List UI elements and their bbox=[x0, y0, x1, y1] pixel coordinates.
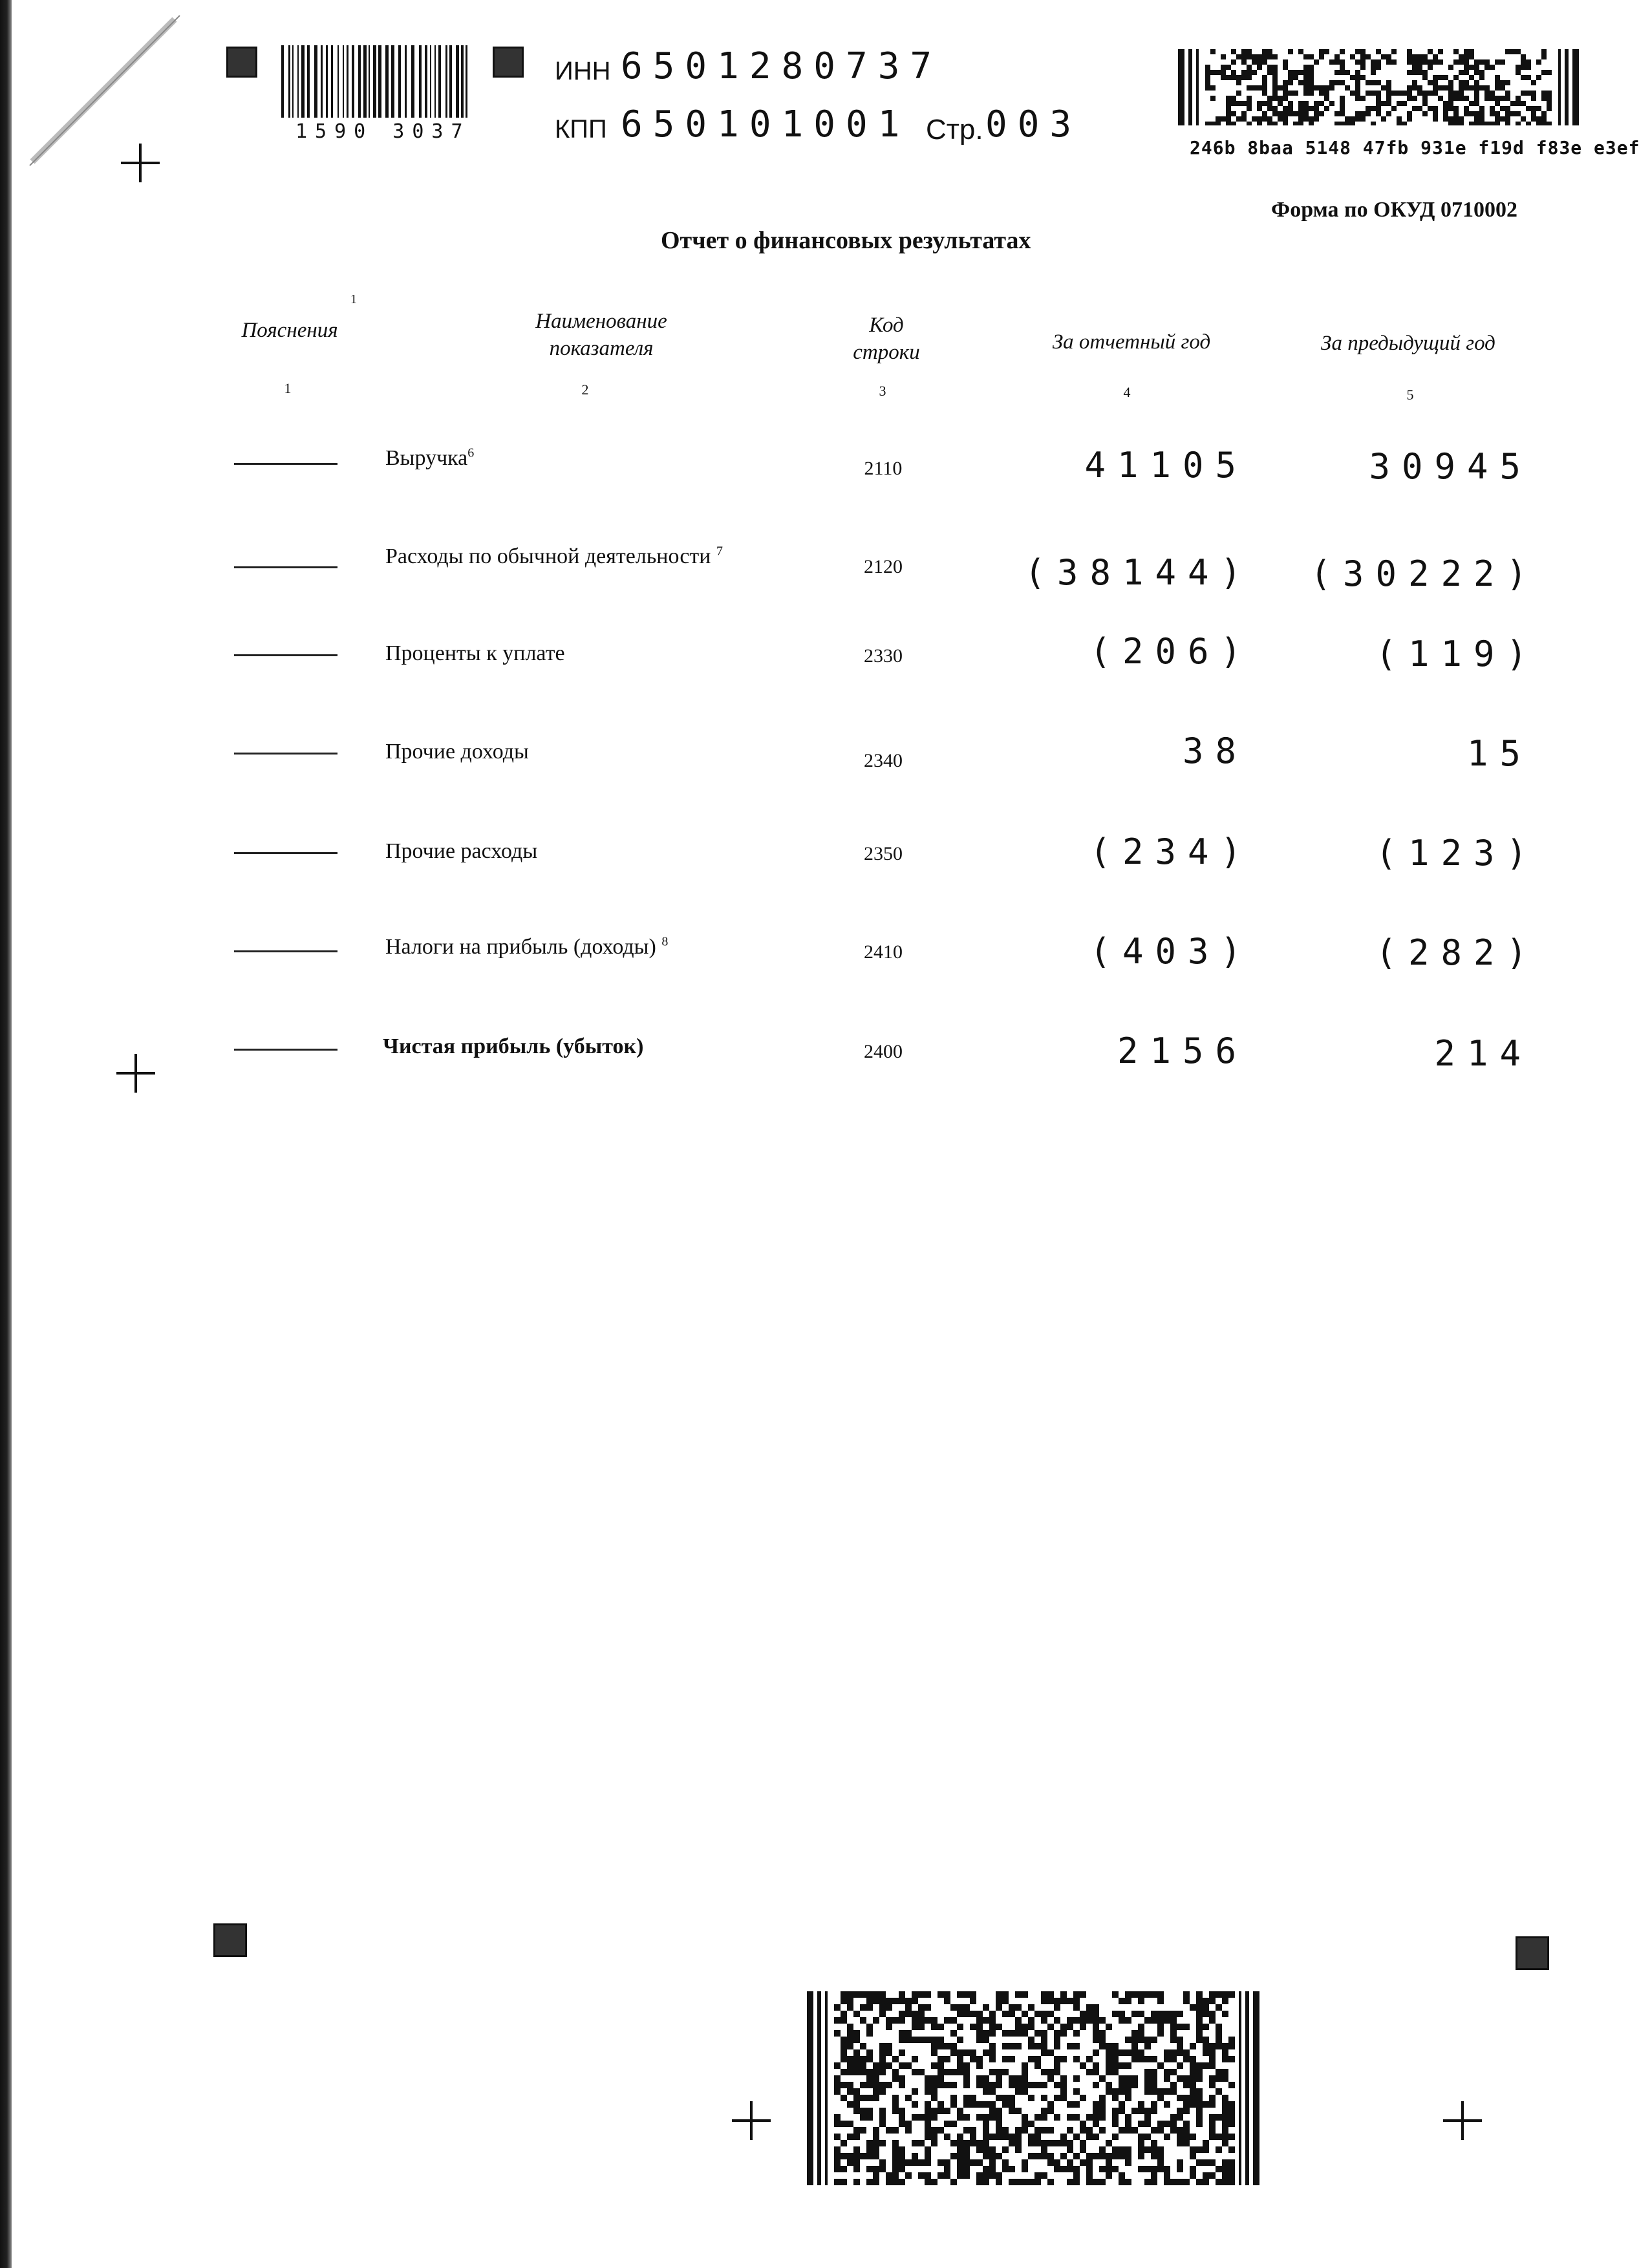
row-name: Расходы по обычной деятельности $^7$ bbox=[385, 544, 723, 568]
barcode-number: 1590 3037 bbox=[295, 120, 471, 143]
row-code: 2110 bbox=[864, 458, 903, 479]
column-number-2: 2 bbox=[581, 381, 589, 398]
marker-top-mid bbox=[493, 47, 524, 78]
registration-cross-bottom-mid bbox=[732, 2101, 771, 2140]
registration-cross-bottom-right bbox=[1443, 2101, 1482, 2140]
row-name: Прочие расходы bbox=[385, 839, 538, 863]
inn-label: ИНН bbox=[555, 57, 611, 85]
value-current-year: 41105 bbox=[1084, 445, 1248, 486]
page-fold-corner bbox=[26, 13, 194, 168]
column-number-1: 1 bbox=[284, 380, 292, 396]
page-left-edge bbox=[0, 0, 12, 2268]
value-previous-year: (119) bbox=[1375, 634, 1539, 674]
notes-dash bbox=[234, 753, 338, 754]
top-2d-barcode bbox=[1178, 49, 1579, 125]
column-number-3: 3 bbox=[879, 383, 886, 399]
column-number-4: 4 bbox=[1123, 384, 1131, 400]
row-code: 2340 bbox=[864, 750, 903, 771]
notes-dash bbox=[234, 852, 338, 854]
row-code: 2400 bbox=[864, 1041, 903, 1062]
marker-bottom-left bbox=[213, 1923, 247, 1957]
notes-dash bbox=[234, 566, 338, 568]
kpp-label: КПП bbox=[555, 115, 607, 144]
row-footnote: 7 bbox=[716, 544, 723, 559]
notes-dash bbox=[234, 950, 338, 952]
page-number: 003 bbox=[985, 103, 1082, 145]
report-title: Отчет о финансовых результатах bbox=[661, 227, 1031, 254]
page-label: Стр. bbox=[926, 114, 983, 145]
value-previous-year: 15 bbox=[1466, 733, 1532, 774]
row-name: Прочие доходы bbox=[385, 740, 529, 764]
row-footnote: 8 bbox=[661, 934, 669, 949]
notes-dash bbox=[234, 1049, 338, 1051]
value-current-year: (403) bbox=[1089, 931, 1253, 972]
value-current-year: 38 bbox=[1182, 731, 1248, 771]
marker-bottom-right bbox=[1516, 1936, 1549, 1970]
row-name: Выручка$^6$ bbox=[385, 445, 475, 470]
value-current-year: (38144) bbox=[1024, 552, 1253, 593]
row-footnote: 6 bbox=[467, 445, 475, 460]
value-previous-year: (282) bbox=[1375, 932, 1539, 973]
notes-dash bbox=[234, 654, 338, 656]
row-code: 2410 bbox=[864, 941, 903, 963]
column-header-code: Код строки bbox=[853, 314, 920, 364]
kpp-value: 650101001 bbox=[621, 103, 910, 145]
row-code: 2350 bbox=[864, 843, 903, 864]
notes-dash bbox=[234, 463, 338, 465]
row-name: Чистая прибыль (убыток) bbox=[383, 1034, 644, 1058]
linear-barcode bbox=[281, 45, 469, 118]
registration-cross-top-left bbox=[121, 144, 160, 182]
row-name: Проценты к уплате bbox=[385, 641, 565, 665]
column-header-notes: Пояснения bbox=[241, 319, 338, 342]
value-current-year: (206) bbox=[1089, 631, 1253, 672]
column-header-notes-footnote: 1 bbox=[350, 292, 357, 306]
column-header-current-year: За отчетный год bbox=[1052, 330, 1211, 354]
row-code: 2330 bbox=[864, 645, 903, 667]
value-current-year: (234) bbox=[1089, 831, 1253, 872]
row-code: 2120 bbox=[864, 556, 903, 577]
okud-form-code: Форма по ОКУД 0710002 bbox=[1271, 198, 1517, 222]
inn-value: 6501280737 bbox=[621, 45, 943, 87]
row-name: Налоги на прибыль (доходы) $^8$ bbox=[385, 934, 669, 959]
value-previous-year: (30222) bbox=[1310, 553, 1539, 594]
registration-cross-mid-left bbox=[116, 1054, 155, 1093]
bottom-2d-barcode bbox=[807, 1991, 1259, 2185]
value-previous-year: 214 bbox=[1434, 1033, 1532, 1074]
value-previous-year: 30945 bbox=[1369, 446, 1532, 487]
column-number-5: 5 bbox=[1406, 387, 1414, 403]
column-header-name: Наименование показателя bbox=[535, 310, 667, 360]
barcode-hash: 246b 8baa 5148 47fb 931e f19d f83e e3ef bbox=[1190, 137, 1640, 158]
value-current-year: 2156 bbox=[1117, 1031, 1248, 1071]
column-header-previous-year: За предыдущий год bbox=[1321, 332, 1495, 355]
marker-top-left bbox=[226, 47, 257, 78]
value-previous-year: (123) bbox=[1375, 833, 1539, 873]
